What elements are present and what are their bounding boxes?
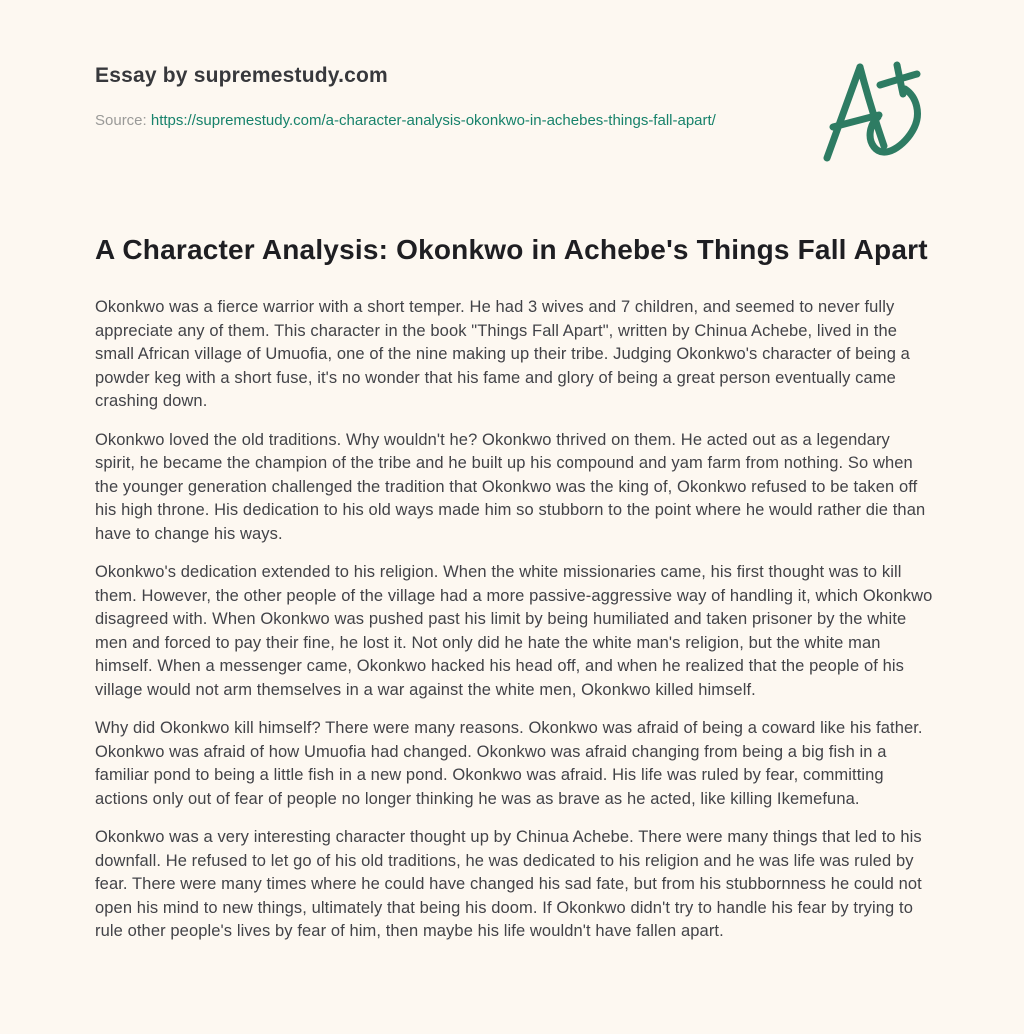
- a-plus-logo-icon: [820, 60, 924, 164]
- source-label: Source:: [95, 112, 147, 129]
- essay-paragraph: Okonkwo was a very interesting character thought up by Chinua Achebe. There were many things that led to his downfall. He refused to let go of his old traditions, he was dedicated to his religion and he was life was ruled by fear. There were many times where he could have changed his sad fate, but from his stubbornness he could not open his mind to new things, ultimately that being his doom. If Okonkwo didn't try to handle his fear by trying to rule other people's lives by fear of him, then maybe his life wouldn't have fallen apart.: [95, 828, 922, 940]
- essay-paragraph: Why did Okonkwo kill himself? There were many reasons. Okonkwo was afraid of being a coward like his father. Okonkwo was afraid of how Umuofia had changed. Okonkwo was afraid changing from being a big fish in a familiar pond to being a little fish in a new pond. Okonkwo was afraid. His life was ruled by fear, committing actions only out of fear of people no longer thinking he was as brave as he acted, like killing Ikemefuna.: [95, 719, 923, 808]
- essay-paragraph: Okonkwo loved the old traditions. Why wouldn't he? Okonkwo thrived on them. He acted out as a legendary spirit, he became the champion of the tribe and he built up his compound and yam farm from nothing. So when the younger generation challenged the tradition that Okonkwo was the king of, Okonkwo refused to be taken off his high throne. His dedication to his old ways made him so stubborn to the point where he would rather die than have to change his ways.: [95, 430, 926, 543]
- essay-by-heading: Essay by supremestudy.com: [95, 64, 388, 87]
- essay-body: [95, 296, 933, 944]
- essay-paragraph: Okonkwo's dedication extended to his religion. When the white missionaries came, his first thought was to kill them. However, the other people of the village had a more passive-aggressive way of handling it, which Okonkwo disagreed with. When Okonkwo was pushed past his limit by being humiliated and taken prisoner by the white men and forced to pay their fine, he lost it. Not only did he hate the white man's religion, but the white man himself. When a messenger came, Okonkwo hacked his head off, and when he realized that the people of his village would not arm themselves in a war against the white men, Okonkwo killed himself.: [95, 563, 933, 699]
- article-title: A Character Analysis: Okonkwo in Achebe's Things Fall Apart: [95, 234, 928, 265]
- source-line: [95, 108, 785, 134]
- essay-paragraph: Okonkwo was a fierce warrior with a short temper. He had 3 wives and 7 children, and seemed to never fully appreciate any of them. This character in the book "Things Fall Apart", written by Chinua Achebe, lived in the small African village of Umuofia, one of the nine making up their tribe. Judging Okonkwo's character of being a powder keg with a short fuse, it's no wonder that his fame and glory of being a great person eventually came crashing down.: [95, 298, 910, 410]
- source-url-link[interactable]: https://supremestudy.com/a-character-analysis-okonkwo-in-achebes-things-fall-apart/: [150, 112, 716, 129]
- essay-page: [95, 0, 933, 944]
